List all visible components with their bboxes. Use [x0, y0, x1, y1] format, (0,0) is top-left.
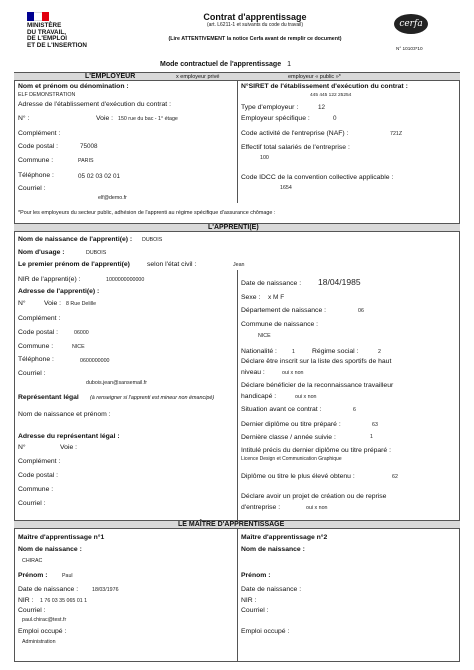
apprenti-usage-label: Nom d'usage :	[18, 249, 65, 256]
classe-label: Dernière classe / année suivie :	[241, 434, 336, 441]
dept-naissance-label: Département de naissance :	[241, 307, 327, 314]
employeur-idcc-value[interactable]: 1654	[280, 185, 292, 191]
apprenti-complement-label: Complément :	[18, 315, 61, 322]
regime-value[interactable]: 2	[378, 349, 381, 355]
apprenti-naissance-label: Nom de naissance de l'apprenti(e) :	[18, 236, 133, 243]
rep-cp-label: Code postal :	[18, 472, 59, 479]
rep-complement-label: Complément :	[18, 458, 61, 465]
employeur-tel-label: Téléphone :	[18, 172, 54, 179]
employeur-idcc-label: Code IDCC de la convention collective applicable :	[241, 174, 394, 181]
sportif-label-2: niveau :	[241, 369, 265, 376]
employeur-prive-checkbox[interactable]: x employeur privé	[176, 74, 220, 80]
apprenti-prenom-suffix: selon l'état civil :	[147, 261, 197, 268]
maitre1-title: Maître d'apprentissage n°1	[18, 534, 105, 541]
projet-label: Déclare avoir un projet de création ou de reprise	[241, 493, 387, 500]
regime-label: Régime social :	[312, 348, 359, 355]
projet-label-2: d'entreprise :	[241, 504, 281, 511]
apprenti-voie-value[interactable]: 8 Rue Delille	[66, 301, 97, 307]
sexe-label: Sexe :	[241, 294, 261, 301]
ministry-name: MINISTÈRE DU TRAVAIL, DE L'EMPLOI ET DE L'INSERTION	[27, 22, 87, 49]
employeur-no-label: N° :	[18, 115, 30, 122]
maitre2-nom-label: Nom de naissance :	[241, 546, 305, 553]
mode-contractuel: Mode contractuel de l'apprentissage 1	[160, 61, 291, 68]
employeur-siret-label: N°SIRET de l'établissement d'exécution du contrat :	[241, 83, 408, 90]
employeur-effectif-value[interactable]: 100	[260, 155, 269, 161]
apprenti-cp-label: Code postal :	[18, 329, 59, 336]
maitre1-courriel-label: Courriel :	[18, 607, 46, 614]
handicap-label: Déclare bénéficier de la reconnaissance travailleur	[241, 382, 394, 389]
rep-no-label: N°	[18, 444, 26, 451]
maitre1-date-value[interactable]: 18/03/1976	[92, 587, 119, 593]
employeur-courriel-value[interactable]: elf@demo.fr	[98, 195, 127, 201]
employeur-naf-label: Code activité de l'entreprise (NAF) :	[241, 130, 349, 137]
diplome-eleve-label: Diplôme ou titre le plus élevé obtenu :	[241, 473, 355, 480]
situation-value[interactable]: 6	[353, 407, 356, 413]
apprenti-section-title: L'APPRENTI(E)	[208, 224, 259, 231]
employeur-voie-value[interactable]: 150 rue du bac - 1° étage	[118, 116, 178, 122]
projet-value[interactable]: oui x non	[306, 505, 328, 511]
date-naissance-label: Date de naissance :	[241, 280, 302, 287]
employeur-commune-label: Commune :	[18, 157, 54, 164]
maitre1-prenom-label: Prénom :	[18, 572, 48, 579]
form-title: Contrat d'apprentissage	[203, 12, 307, 22]
maitre1-nir-value[interactable]: 1 76 03 35 065 01 1	[40, 598, 88, 604]
employeur-section-bar	[14, 72, 460, 81]
employeur-specifique-value[interactable]: 0	[333, 115, 337, 122]
cerfa-number: N° 10103*10	[396, 46, 423, 51]
apprenti-cp-value[interactable]: 06000	[74, 330, 89, 336]
maitre2-title: Maître d'apprentissage n°2	[241, 534, 328, 541]
maitre1-nom-value[interactable]: CHIRAC	[22, 558, 43, 564]
employeur-type-value[interactable]: 12	[318, 104, 326, 111]
date-naissance-value[interactable]: 18/04/1985	[318, 277, 361, 287]
employeur-divider	[237, 81, 238, 203]
employeur-voie-label: Voie :	[96, 115, 114, 122]
maitre1-prenom-value[interactable]: Paul	[62, 573, 73, 579]
maitre1-emploi-label: Emploi occupé :	[18, 628, 67, 635]
employeur-public-checkbox[interactable]: employeur « public »*	[288, 74, 341, 80]
employeur-courriel-label: Courriel :	[18, 185, 46, 192]
mode-contractuel-value: 1	[287, 61, 291, 68]
apprenti-nir-label: NIR de l'apprenti(e) :	[18, 276, 81, 283]
maitre1-emploi-value[interactable]: Administration	[22, 639, 56, 645]
employeur-section-title: L'EMPLOYEUR	[85, 73, 136, 80]
rep-courriel-label: Courriel :	[18, 500, 46, 507]
apprenti-no-label: N°	[18, 300, 26, 307]
employeur-nom-value[interactable]: ELF DEMONSTRATION	[18, 92, 76, 98]
employeur-type-label: Type d'employeur :	[241, 104, 299, 111]
apprenti-adresse-label: Adresse de l'apprenti(e) :	[18, 288, 100, 295]
employeur-specifique-label: Employeur spécifique :	[241, 115, 310, 122]
classe-value[interactable]: 1	[370, 434, 373, 440]
employeur-commune-value[interactable]: PARIS	[78, 158, 94, 164]
maitre2-date-label: Date de naissance :	[241, 586, 302, 593]
handicap-value[interactable]: oui x non	[295, 394, 317, 400]
apprenti-divider	[237, 270, 238, 520]
handicap-label-2: handicapé :	[241, 393, 277, 400]
marianne-flag-icon	[27, 12, 49, 21]
form-subtitle: (art. L6211-1 et suivants du code du travail)	[206, 22, 304, 29]
apprenti-courriel-value[interactable]: dubois.jean@sansemail.fr	[86, 380, 148, 386]
rep-nom-label: Nom de naissance et prénom :	[18, 411, 111, 418]
sportif-value[interactable]: oui x non	[282, 370, 304, 376]
apprenti-commune-value[interactable]: NICE	[72, 344, 85, 350]
apprenti-courriel-label: Courriel :	[18, 370, 46, 377]
rep-commune-label: Commune :	[18, 486, 54, 493]
maitre-divider	[237, 529, 238, 662]
maitre1-date-label: Date de naissance :	[18, 586, 79, 593]
employeur-tel-value[interactable]: 05 02 03 02 01	[78, 173, 121, 180]
sportif-label: Déclare être inscrit sur la liste des sportifs de haut	[241, 358, 392, 365]
maitre2-emploi-label: Emploi occupé :	[241, 628, 290, 635]
cerfa-logo: cerfa	[394, 14, 428, 34]
rep-adresse-label: Adresse du représentant légal :	[18, 433, 120, 440]
form-title-block	[140, 12, 370, 42]
sexe-value[interactable]: x M F	[268, 294, 285, 301]
maitre1-nir-label: NIR :	[18, 597, 34, 604]
apprenti-naissance-value[interactable]: DUBOIS	[142, 237, 163, 243]
apprenti-tel-value[interactable]: 0600000000	[80, 358, 110, 364]
employeur-cp-value[interactable]: 75008	[80, 143, 98, 150]
nationalite-value[interactable]: 1	[292, 349, 295, 355]
form-notice: (Lire ATTENTIVEMENT la notice Cerfa avant de remplir ce document)	[168, 36, 342, 43]
employeur-nom-label: Nom et prénom ou dénomination :	[18, 83, 129, 90]
employeur-naf-value[interactable]: 721Z	[390, 131, 403, 137]
apprenti-prenom-value[interactable]: Jean	[233, 262, 245, 268]
maitre1-nom-label: Nom de naissance :	[18, 546, 82, 553]
apprenti-prenom-label: Le premier prénom de l'apprenti(e)	[18, 261, 130, 268]
maitre2-nir-label: NIR :	[241, 597, 257, 604]
intitule-value[interactable]: Licence Design et Communication Graphique	[241, 456, 342, 462]
maitre-section-title: LE MAÎTRE D'APPRENTISSAGE	[178, 521, 285, 528]
apprenti-commune-label: Commune :	[18, 343, 54, 350]
diplome-prep-value[interactable]: 63	[372, 422, 378, 428]
maitre1-courriel-value[interactable]: paul.chirac@test.fr	[22, 617, 67, 623]
rep-legal-label: Représentant légal	[18, 394, 79, 401]
employeur-cp-label: Code postal :	[18, 143, 59, 150]
apprenti-nir-value[interactable]: 1000000000000	[106, 277, 145, 283]
employeur-adresse-label: Adresse de l'établissement d'exécution du contrat :	[18, 101, 171, 108]
employeur-siret-value[interactable]: 445 445 122 25254	[310, 93, 352, 98]
nationalite-label: Nationalité :	[241, 348, 277, 355]
employeur-complement-label: Complément :	[18, 130, 61, 137]
apprenti-usage-value[interactable]: DUBOIS	[86, 250, 107, 256]
rep-legal-note: (à renseigner si l'apprenti est mineur non émancipé)	[90, 395, 215, 401]
situation-label: Situation avant ce contrat :	[241, 406, 322, 413]
apprenti-tel-label: Téléphone :	[18, 356, 54, 363]
diplome-prep-label: Dernier diplôme ou titre préparé :	[241, 421, 341, 428]
maitre2-prenom-label: Prénom :	[241, 572, 271, 579]
intitule-label: Intitulé précis du dernier diplôme ou titre préparé :	[241, 447, 391, 454]
employeur-public-note: *Pour les employeurs du secteur public, adhésion de l'apprenti au régime spécifique d'assurance chômage :	[18, 210, 276, 216]
commune-naissance-value[interactable]: NICE	[258, 333, 271, 339]
dept-naissance-value[interactable]: 06	[358, 308, 364, 314]
maitre2-courriel-label: Courriel :	[241, 607, 269, 614]
employeur-effectif-label: Effectif total salariés de l'entreprise :	[241, 144, 350, 151]
diplome-eleve-value[interactable]: 62	[392, 474, 398, 480]
rep-voie-label: Voie :	[60, 444, 78, 451]
commune-naissance-label: Commune de naissance :	[241, 321, 319, 328]
apprenti-voie-label: Voie :	[44, 300, 62, 307]
